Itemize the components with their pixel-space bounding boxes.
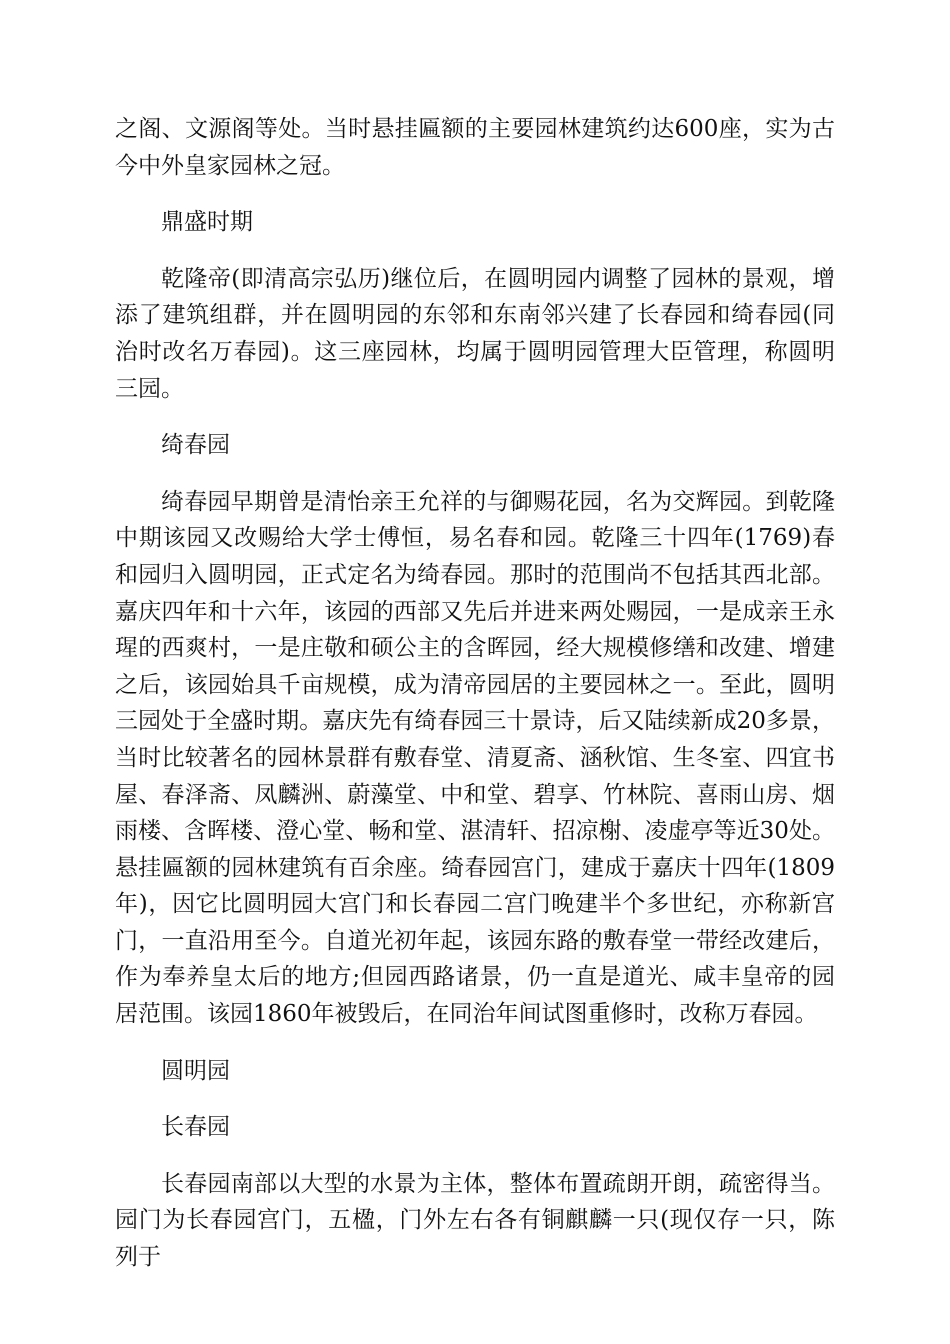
section-heading-changchunyuan: 长春园	[161, 1114, 230, 1141]
paragraph-qichunyuan: 绮春园早期曾是清怡亲王允祥的与御赐花园，名为交辉园。到乾隆中期该园又改赐给大学士傅恒，易名春和园。乾隆三十四年(1769)春和园归入圆明园，正式定名为绮春园。那时的范围尚不包括其西北部。嘉庆四年和十六年，该园的西部又先后并进来两处赐园，一是成亲王永瑆的西爽村，一是庄敬和硕公主的含晖园，经大规模修缮和改建、增建之后，该园始具千亩规模，成为清帝园居的主要园林之一。至此，圆明三园处于全盛时期。嘉庆先有绮春园三十景诗，后又陆续新成20多景，当时比较著名的园林景群有敷春堂、清夏斋、涵秋馆、生冬室、四宜书屋、春泽斋、凤麟洲、蔚藻堂、中和堂、碧享、竹林院、喜雨山房、烟雨楼、含晖楼、澄心堂、畅和堂、湛清轩、招凉榭、凌虚亭等近30处。悬挂匾额的园林建筑有百余座。绮春园宫门，建成于嘉庆十四年(1809年)，因它比圆明园大宫门和长春园二宫门晚建半个多世纪，亦称新宫门，一直沿用至今。自道光初年起，该园东路的敷春堂一带经改建后，作为奉养皇太后的地方;但园西路诸景，仍一直是道光、咸丰皇帝的园居范围。该园1860年被毁后，在同治年间试图重修时，改称万春园。	[115, 488, 835, 1028]
section-heading-yuanmingyuan: 圆明园	[161, 1057, 230, 1084]
paragraph-qianlong: 乾隆帝(即清高宗弘历)继位后，在圆明园内调整了园林的景观，增添了建筑组群，并在圆明园的东邻和东南邻兴建了长春园和绮春园(同治时改名万春园)。这三座园林，均属于圆明园管理大臣管理，称圆明三园。	[115, 265, 835, 402]
section-heading-peak-period: 鼎盛时期	[161, 209, 253, 236]
paragraph-opening: 之阁、文源阁等处。当时悬挂匾额的主要园林建筑约达600座，实为古今中外皇家园林之冠。	[115, 116, 835, 179]
paragraph-changchunyuan: 长春园南部以大型的水景为主体，整体布置疏朗开朗，疏密得当。园门为长春园宫门，五楹，门外左右各有铜麒麟一只(现仅存一只，陈列于	[115, 1170, 835, 1271]
section-heading-qichunyuan: 绮春园	[161, 432, 230, 459]
document-page	[115, 111, 835, 1296]
